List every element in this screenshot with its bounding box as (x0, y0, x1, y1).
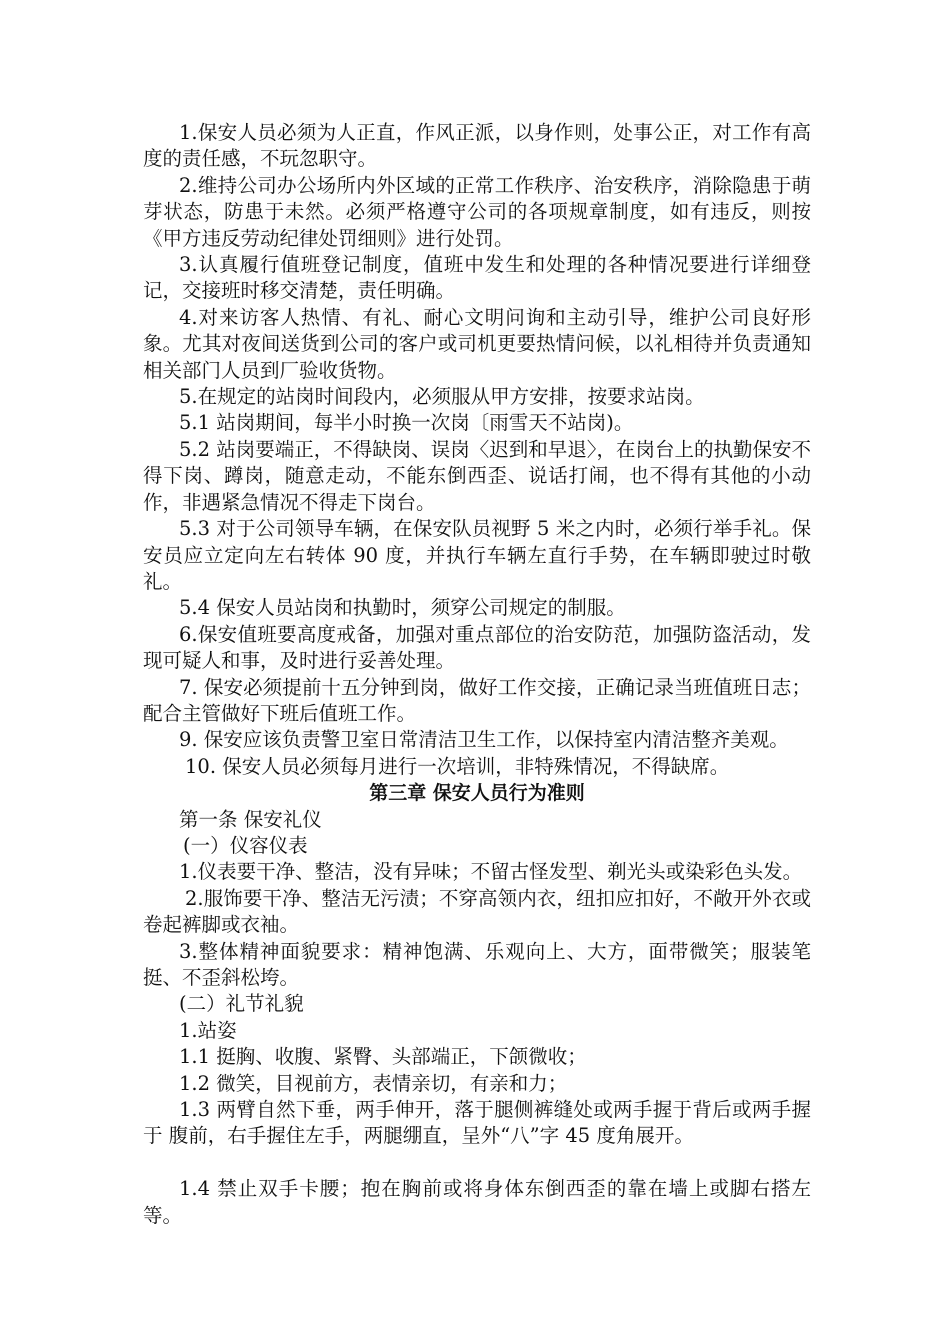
posture-item-1: 1.1 挺胸、收腹、紧臀、头部端正，下颌微收； (179, 1045, 587, 1069)
paragraph-9: 9. 保安应该负责警卫室日常清洁卫生工作，以保持室内清洁整齐美观。 (179, 728, 789, 752)
paragraph-6: 6.保安值班要高度戒备，加强对重点部位的治安防范，加强防盗活动，发现可疑人和事，及时进行妥善处理。 (143, 622, 811, 673)
paragraph-5: 5.在规定的站岗时间段内，必须服从甲方安排，按要求站岗。 (179, 385, 705, 409)
chapter-heading: 第三章 保安人员行为准则 (369, 782, 585, 805)
posture-item-3: 1.3 两臂自然下垂，两手伸开，落于腿侧裤缝处或两手握于背后或两手握于 腹前，右手握住左手，两腿绷直，呈外“八”字 45 度角展开。 (143, 1098, 811, 1148)
paragraph-10: 10. 保安人员必须每月进行一次培训，非特殊情况，不得缺席。 (185, 754, 730, 778)
subsection-heading-appearance: (一）仪容仪表 (183, 833, 308, 857)
paragraph-5-2: 5.2 站岗要端正，不得缺岗、误岗〈迟到和早退〉，在岗台上的执勤保安不得下岗、蹲岗，随意走动，不能东倒西歪、说话打闹，也不得有其他的小动作，非遇紧急情况不得走下岗台。 (143, 437, 811, 514)
paragraph-3: 3.认真履行值班登记制度，值班中发生和处理的各种情况要进行详细登记，交接班时移交清楚，责任明确。 (143, 253, 811, 303)
posture-item-4: 1.4 禁止双手卡腰；抱在胸前或将身体东倒西歪的靠在墙上或脚右搭左等。 (143, 1177, 811, 1227)
paragraph-5-4: 5.4 保安人员站岗和执勤时，须穿公司规定的制服。 (179, 596, 626, 620)
blank-line (143, 1150, 811, 1176)
paragraph-2: 2.维持公司办公场所内外区域的正常工作秩序、治安秩序，消除隐患于萌芽状态，防患于未然。必须严格遵守公司的各项规章制度，如有违反，则按《甲方违反劳动纪律处罚细则》进行处罚。 (143, 173, 811, 250)
section-heading: 第一条 保安礼仪 (179, 807, 322, 831)
paragraph-5-3: 5.3 对于公司领导车辆，在保安队员视野 5 米之内时，必须行举手礼。保安员应立定向左右转体 90 度，并执行车辆左直行手势，在车辆即驶过时敬礼。 (143, 517, 811, 593)
posture-title: 1.站姿 (179, 1018, 237, 1042)
paragraph-7: 7. 保安必须提前十五分钟到岗，做好工作交接，正确记录当班值班日志；配合主管做好下班后值班工作。 (143, 675, 811, 725)
paragraph-1: 1.保安人员必须为人正直，作风正派，以身作则，处事公正，对工作有高度的责任感，不玩忽职守。 (143, 121, 811, 171)
subsection-heading-etiquette: (二）礼节礼貌 (179, 992, 304, 1016)
paragraph-5-1: 5.1 站岗期间，每半小时换一次岗〔雨雪天不站岗)。 (179, 411, 634, 435)
posture-item-2: 1.2 微笑，目视前方，表情亲切，有亲和力； (179, 1071, 568, 1095)
document-body (143, 120, 811, 1229)
appearance-item-1: 1.仪表要干净、整洁，没有异味；不留古怪发型、剃光头或染彩色头发。 (179, 860, 803, 884)
appearance-item-3: 3.整体精神面貌要求：精神饱满、乐观向上、大方，面带微笑；服装笔挺、不歪斜松垮。 (143, 939, 811, 989)
appearance-item-2: 2.服饰要干净、整洁无污渍；不穿高领内衣，纽扣应扣好，不敞开外衣或卷起裤脚或衣袖。 (143, 886, 811, 937)
paragraph-4: 4.对来访客人热情、有礼、耐心文明问询和主动引导，维护公司良好形象。尤其对夜间送货到公司的客户或司机更要热情问候，以礼相待并负责通知相关部门人员到厂验收货物。 (143, 305, 811, 382)
